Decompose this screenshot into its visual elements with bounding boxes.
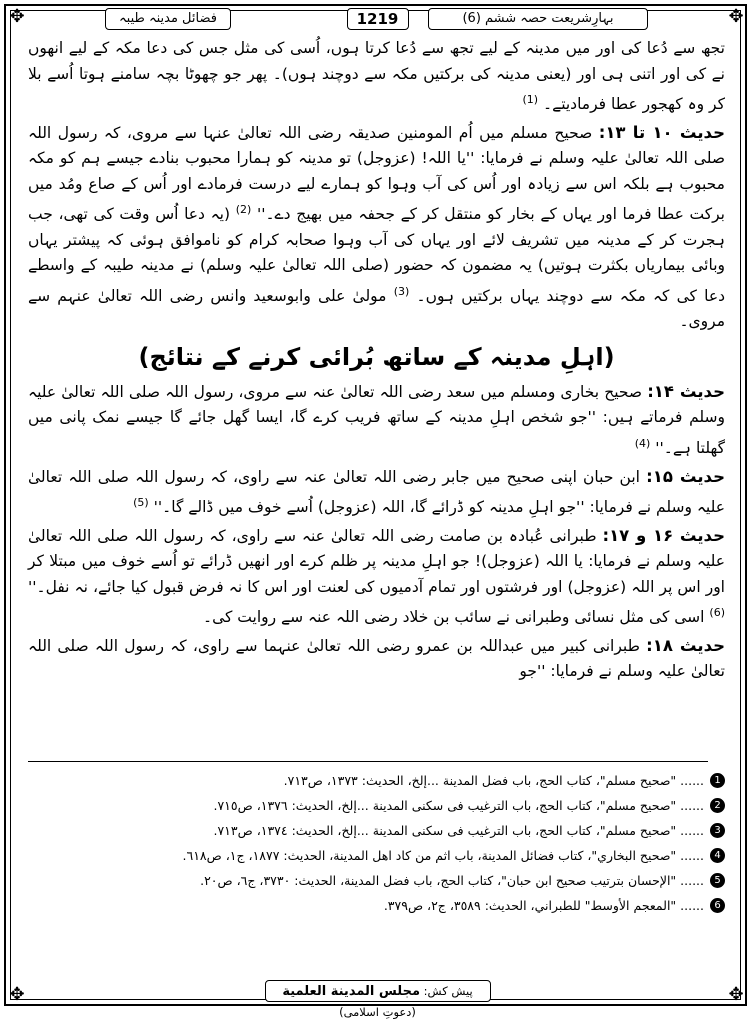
page-header (105, 8, 648, 30)
footnote-ref: (1) (522, 93, 539, 106)
footnote-text: ...... "صحيح مسلم"، كتاب الحج، باب الترغيب فى سكنى المدينة ...إلخ، الحديث: ١٣٧٤، ص٧١٣. (213, 823, 704, 838)
footnote-number: 4 (710, 848, 725, 863)
hadith-16-17: حدیث ۱۶ و ۱۷: طبرانی عُبادہ بن صامت رضی اللہ تعالیٰ عنہ سے راوی، کہ رسول اللہ صلی اللہ تعالیٰ علیہ وسلم نے فرمایا: یا اللہ (عزوجل)! جو اہلِ مدینہ پر ظلم کرے اور انھیں ڈرائے تو اُسے خوف میں مبتلا کر اور اس پر اللہ (عزوجل) اور فرشتوں اور تمام آدمیوں کی لعنت اور اس کا نہ فرض قبول کیا جائے، نہ نفل۔'' $^{(6)}$ اسی کی مثل نسائی وطبرانی نے سائب بن خلاد رضی اللہ عنہ سے روایت کی۔ (28, 525, 725, 627)
footnote-number: 3 (710, 823, 725, 838)
hadith-14: حدیث ۱۴: صحیح بخاری ومسلم میں سعد رضی اللہ تعالیٰ عنہ سے مروی، رسول اللہ صلی اللہ تعالیٰ علیہ وسلم فرماتے ہیں: ''جو شخص اہلِ مدینہ کے ساتھ فریب کرے گا، ایسا گھل جائے گا جیسے نمک پانی میں گھلتا ہے۔'' $^{(4)}$ (28, 381, 725, 458)
hadith-label: حدیث ۱۴: (647, 381, 725, 401)
publisher-name: مجلس المدينة العلمية (282, 984, 421, 999)
footnote-ref: (2) (235, 203, 252, 217)
footnote-ref: (6) (709, 606, 725, 620)
footer-prefix: پیش کش: (423, 984, 473, 998)
footnote-item (28, 818, 725, 843)
corner-ornament-icon: ✥ (9, 984, 25, 1005)
hadith-18: حدیث ۱۸: طبرانی کبیر میں عبداللہ بن عمرو رضی اللہ تعالیٰ عنہما سے راوی، کہ رسول اللہ صلی اللہ تعالیٰ علیہ وسلم نے فرمایا: ''جو (28, 635, 725, 681)
main-text (28, 36, 725, 687)
footnote-number: 1 (710, 773, 725, 788)
corner-ornament-icon: ✥ (9, 6, 25, 27)
book-title: بہارِشریعت حصہ ششم (6) (428, 8, 648, 30)
footnote-text: ...... "صحيح مسلم"، كتاب الحج، باب الترغيب فى سكنى المدينة ...إلخ، الحديث: ١٣٧٦، ص٧١٥. (213, 798, 704, 813)
chapter-title: فضائل مدینہ طیبہ (105, 8, 231, 30)
footnote-text: ...... "صحيح مسلم"، كتاب الحج، باب فضل المدينة ...إلخ، الحديث: ١٣٧٣، ص٧١٣. (283, 773, 704, 788)
footnote-divider (28, 761, 708, 762)
corner-ornament-icon: ✥ (728, 6, 744, 27)
page-footer (265, 980, 491, 1019)
hadith-label: حدیث ۱۶ و ۱۷: (602, 525, 725, 545)
footnote-ref: (4) (634, 436, 651, 450)
footnote-number: 2 (710, 798, 725, 813)
hadith-15: حدیث ۱۵: ابن حبان اپنی صحیح میں جابر رضی اللہ تعالیٰ عنہ سے راوی، کہ رسول اللہ صلی اللہ تعالیٰ علیہ وسلم نے فرمایا: ''جو اہلِ مدینہ کو ڈرائے گا، اللہ (عزوجل) اُسے خوف میں ڈالے گا۔'' $^{(5)}$ (28, 466, 725, 517)
footnote-text: ...... "الإحسان بترتيب صحيح ابن حبان"، كتاب الحج، باب فضل المدينة، الحديث: ٣٧٣٠، ج٦، ص٢٠. (200, 873, 704, 888)
footnotes (28, 768, 725, 918)
footnote-text: ...... "المعجم الأوسط" للطبراني، الحديث: ٣٥٨٩، ج٢، ص٣٧٩. (383, 898, 704, 913)
footnote-ref: (3) (393, 284, 410, 298)
paragraph: تجھ سے دُعا کی اور میں مدینہ کے لیے تجھ سے دُعا کرتا ہوں، اُسی کی مثل جس کی دعا مکہ کے لیے انھوں نے کی اور اتنی ہی اور (یعنی مدینہ کی برکتیں مکہ سے دوچند ہوں)۔ پھر جو چھوٹا بچہ سامنے ہوتا اُسے بلا کر وہ کھجور عطا فرمادیتے۔ $^{(1)}$ (28, 39, 725, 114)
hadith-label: حدیث ۱۰ تا ۱۳: (598, 122, 725, 142)
footnote-number: 5 (710, 873, 725, 888)
hadith-label: حدیث ۱۵: (646, 466, 725, 486)
hadith-label: حدیث ۱۸: (646, 635, 725, 655)
section-heading: (اہلِ مدینہ کے ساتھ بُرائی کرنے کے نتائج) (138, 342, 615, 371)
footnote-number: 6 (710, 898, 725, 913)
publisher-parent: (دعوتِ اسلامی) (339, 1005, 416, 1019)
hadith-10-13: حدیث ۱۰ تا ۱۳: صحیح مسلم میں اُم المومنین صدیقہ رضی اللہ تعالیٰ عنہا سے مروی، کہ رسول اللہ صلی اللہ تعالیٰ علیہ وسلم نے فرمایا: ''یا اللہ! (عزوجل) تو مدینہ کو ہمارا محبوب بنادے جیسے ہم کو مکہ محبوب ہے بلکہ اس سے زیادہ اور اُس کی آب وہوا کو ہمارے لیے درست فرمادے اور اُس کے صاع ومُد میں برکت عطا فرما اور یہاں کے بخار کو منتقل کر کے جحفہ میں بھیج دے۔'' $^{(2)}$ (یہ دعا اُس وقت کی تھی، جب ہجرت کر کے مدینہ میں تشریف لائے اور یہاں کی آب وہوا صحابہ کرام کو ناموافق ہوئی کہ پیشتر یہاں وبائی بیماریاں بکثرت ہوتیں) یہ مضمون کہ حضور (صلی اللہ تعالیٰ علیہ وسلم) نے مدینہ طیبہ کے واسطے دعا کی کہ مکہ سے دوچند یہاں برکتیں ہوں۔ $^{(3)}$ مولیٰ علی وابوسعید وانس رضی اللہ تعالیٰ عنہم سے مروی۔ (28, 122, 725, 331)
footnote-item (28, 868, 725, 893)
footnote-item (28, 768, 725, 793)
footnote-item (28, 843, 725, 868)
corner-ornament-icon: ✥ (728, 984, 744, 1005)
footnote-item (28, 793, 725, 818)
footnote-text: ...... "صحيح البخاري"، كتاب فضائل المدينة، باب اثم من كاد اهل المدينة، الحديث: ١٨٧٧، ج١، ص٦١٨. (182, 848, 704, 863)
page-number: 1219 (347, 8, 409, 30)
footnote-ref: (5) (133, 496, 149, 510)
footnote-item (28, 893, 725, 918)
